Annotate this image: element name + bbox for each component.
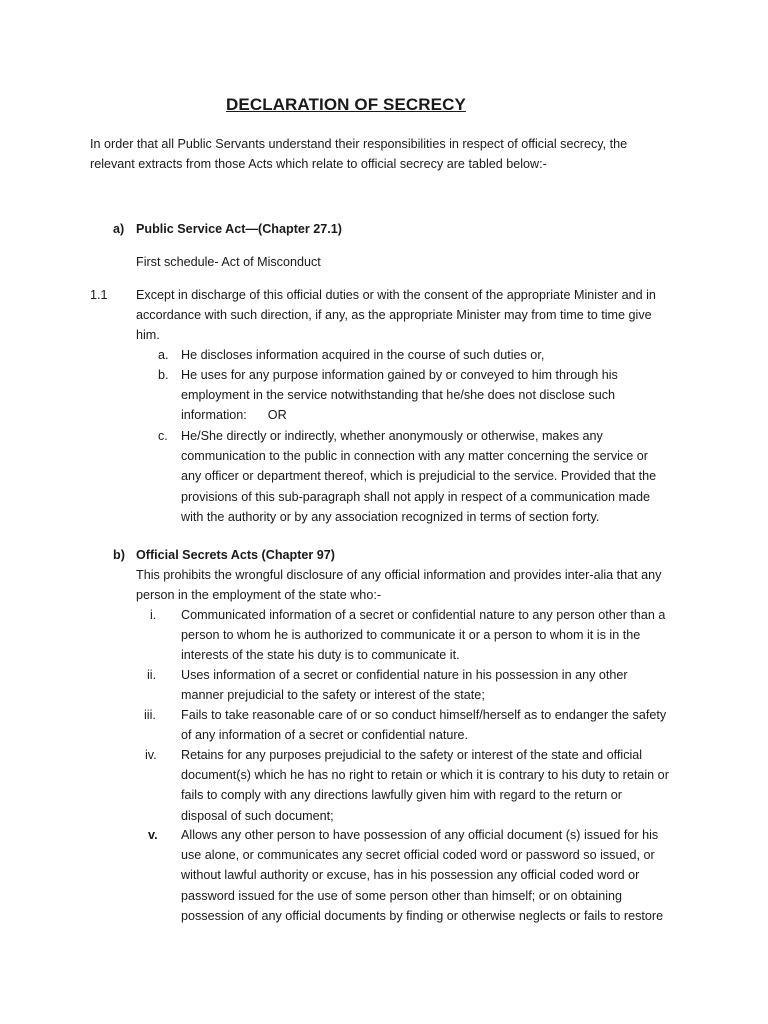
section-a-subheading: First schedule- Act of Misconduct [136, 255, 321, 269]
section-b-label: b) [113, 548, 125, 562]
list-item-text: Retains for any purposes prejudicial to the safety or interest of the state and official document(s) which he has no right to retain or which it is contrary to his duty to retain or fails to comply with any directions lawfully given him with regard to the return or disposal of such document; [181, 748, 669, 823]
list-item-label: i. [150, 608, 157, 622]
section-a-heading: Public Service Act—(Chapter 27.1) [136, 222, 343, 236]
list-item-text: He/She directly or indirectly, whether anonymously or otherwise, makes any communication to the public in connection with any matter concerning the service or any officer or department thereof, which is prejudicial to the service. Provided that the provisions of this sub-paragraph shall not apply in respect of a communication made with the authority or by any association recognized in terms of section forty. [181, 429, 657, 524]
list-item-label: b. [158, 368, 169, 382]
section-b-intro: This prohibits the wrongful disclosure of any official information and provides inter-alia that any person in the employment of the state who:- [136, 568, 662, 603]
list-item-label: v. [148, 828, 158, 842]
list-item-text: Uses information of a secret or confidential nature in his possession in any other manner prejudicial to the safety or interest of the state; [181, 668, 628, 703]
clause-text: Except in discharge of this official duties or with the consent of the appropriate Minister and in accordance with such direction, if any, as the appropriate Minister may from time to time give him. [136, 288, 656, 343]
list-item-label: c. [158, 429, 168, 443]
list-item-text: He uses for any purpose information gained by or conveyed to him through his employment in the service notwithstanding that he/she does not disclose such information: OR [181, 368, 618, 423]
list-item-text: Allows any other person to have possession of any official document (s) issued for his use alone, or communicates any secret official coded word or password so issued, or without lawful authority or excuse, has in his possession any official coded word or password issued for the use of some person other than himself; or on obtaining possession of any official documents by finding or otherwise neglects or fails to restore [181, 828, 664, 923]
section-a-label: a) [113, 222, 125, 236]
list-item-label: iv. [145, 748, 157, 762]
clause-number: 1.1 [90, 288, 108, 302]
list-item-text: Fails to take reasonable care of or so conduct himself/herself as to endanger the safety of any information of a secret or confidential nature. [181, 708, 667, 743]
section-b-heading: Official Secrets Acts (Chapter 97) [136, 548, 336, 562]
list-item-label: ii. [147, 668, 157, 682]
list-item-label: a. [158, 348, 169, 362]
intro-paragraph: In order that all Public Servants understand their responsibilities in respect of official secrecy, the relevant extracts from those Acts which relate to official secrecy are tabled below:- [90, 137, 628, 172]
list-item-label: iii. [144, 708, 156, 722]
list-item-text: He discloses information acquired in the course of such duties or, [181, 348, 545, 362]
list-item-text: Communicated information of a secret or confidential nature to any person other than a person to whom he is authorized to communicate it or a person to whom it is in the interests of the state his duty is to communicate it. [181, 608, 666, 663]
document-title: DECLARATION OF SECRECY [226, 95, 466, 114]
